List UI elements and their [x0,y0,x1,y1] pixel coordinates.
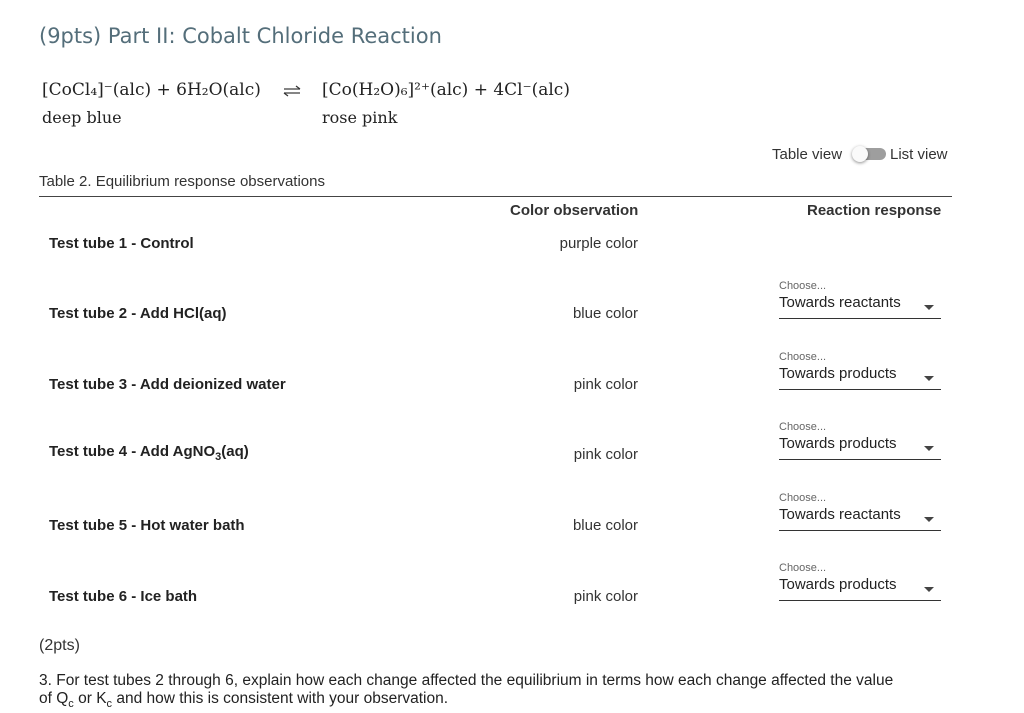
row-label-test-tube-4 [49,443,249,463]
question-text-part: of Q [39,690,69,707]
caret-down-icon [924,517,934,522]
toggle-knob [852,146,868,162]
page-title: (9pts) Part II: Cobalt Chloride Reaction [39,24,442,48]
reactant-color-label: deep blue [42,108,122,127]
row-label-test-tube-1: Test tube 1 - Control [49,235,194,252]
select-value: Towards reactants [779,294,901,311]
row-label-suffix: (aq) [221,443,249,460]
select-value: Towards products [779,365,897,382]
row-label-subscript: 3 [215,451,222,463]
select-underline [779,459,941,460]
select-hint: Choose... [779,280,827,292]
kc-subscript: c [106,698,113,711]
reaction-response-select-3[interactable] [779,351,941,393]
row-label-test-tube-5: Test tube 5 - Hot water bath [49,517,245,534]
row-label-test-tube-2: Test tube 2 - Add HCl(aq) [49,305,227,322]
color-observation-2: blue color [572,305,638,322]
question-line-2 [39,690,939,713]
qc-subscript: c [68,698,74,711]
color-observation-5: blue color [572,517,638,534]
reaction-response-select-5[interactable] [779,492,941,534]
product-color-label: rose pink [322,108,398,127]
view-toggle-switch[interactable] [852,146,886,162]
equation-reactants: [CoCl₄]⁻(alc) + 6H₂O(alc) [42,80,261,100]
select-underline [779,318,941,319]
caret-down-icon [924,587,934,592]
question-line-1: 3. For test tubes 2 through 6, explain how each change affected the equilibrium in terms how each change affected the value [39,672,894,689]
reaction-response-select-2[interactable] [779,280,941,322]
select-hint: Choose... [779,492,827,504]
color-observation-4: pink color [573,446,638,463]
caret-down-icon [924,376,934,381]
question-text-part: or K [73,690,107,707]
reaction-response-select-4[interactable] [779,421,941,463]
select-hint: Choose... [779,351,827,363]
header-color-observation: Color observation [510,202,639,219]
caret-down-icon [924,446,934,451]
select-underline [779,389,941,390]
equation-products: [Co(H₂O)₆]²⁺(alc) + 4Cl⁻(alc) [322,80,570,100]
table-caption: Table 2. Equilibrium response observations [39,173,325,190]
row-label-test-tube-3: Test tube 3 - Add deionized water [49,376,286,393]
color-observation-1: purple color [559,235,638,252]
select-hint: Choose... [779,562,827,574]
question-text [39,672,939,713]
caret-down-icon [924,305,934,310]
select-value: Towards products [779,435,897,452]
select-underline [779,530,941,531]
question-points: (2pts) [39,637,80,654]
table-divider [39,196,952,197]
question-text-part: and how this is consistent with your observation. [112,690,449,707]
color-observation-6: pink color [573,588,638,605]
select-value: Towards reactants [779,506,901,523]
table-view-label: Table view [772,146,843,163]
color-observation-3: pink color [573,376,638,393]
list-view-label: List view [890,146,948,163]
row-label-test-tube-6: Test tube 6 - Ice bath [49,588,198,605]
reaction-response-select-6[interactable] [779,562,941,604]
header-reaction-response: Reaction response [807,202,942,219]
row-label-text: Test tube 4 - Add AgNO [49,443,216,460]
select-underline [779,600,941,601]
equilibrium-arrows-icon [282,84,302,98]
select-value: Towards products [779,576,897,593]
select-hint: Choose... [779,421,827,433]
